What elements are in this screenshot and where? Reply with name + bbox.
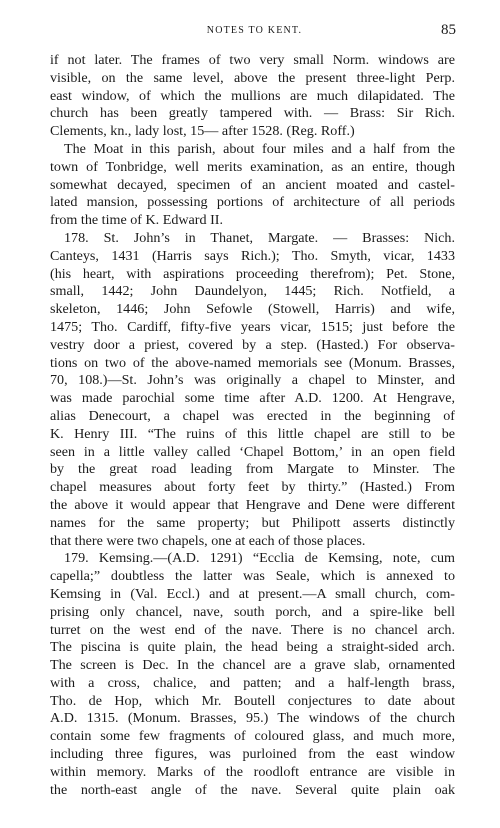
text-line: east window, of which the mullions are much dilapidated. The xyxy=(50,87,455,104)
text-line: within memory. Marks of the roodloft entrance are visible in xyxy=(50,763,455,780)
text-line: 1475; Tho. Cardiff, fifty-five years vicar, 1515; just before the xyxy=(50,318,455,335)
text-line: capella;” doubtless the latter was Seale, which is annexed to xyxy=(50,568,455,585)
text-line: small, 1442; John Daundelyon, 1445; Rich. Notfield, a xyxy=(50,283,455,300)
page-number: 85 xyxy=(441,22,456,38)
text-line: somewhat decayed, specimen of an ancient moated and castel- xyxy=(50,176,455,193)
text-line: The screen is Dec. In the chancel are a grave slab, ornamented xyxy=(50,657,455,674)
text-line: town of Tonbridge, well merits examination, as an entire, though xyxy=(50,158,455,175)
text-line: prising only chancel, nave, south porch, and a spire-like bell xyxy=(50,603,455,620)
body-text xyxy=(50,52,455,799)
text-line: contain some few fragments of coloured glass, and much more, xyxy=(50,728,455,745)
text-line: K. Henry III. “The ruins of this little chapel are still to be xyxy=(50,425,455,442)
text-line: if not later. The frames of two very small Norm. windows are xyxy=(50,52,455,68)
text-line: visible, on the same level, above the present three-light Perp. xyxy=(50,69,455,86)
text-line: vestry door a priest, covered by a step. (Hasted.) For observa- xyxy=(50,336,455,353)
text-line: lated mansion, possessing portions of architecture of all periods xyxy=(50,194,455,211)
text-line: with a cross, chalice, and patten; and a half-length brass, xyxy=(50,674,455,691)
text-line: tions on two of the above-named memorials see (Monum. Brasses, xyxy=(50,354,455,371)
text-line: 179. Kemsing.—(A.D. 1291) “Ecclia de Kemsing, note, cum xyxy=(64,550,455,567)
text-line: 70, 108.)—St. John’s was originally a chapel to Minster, and xyxy=(50,372,455,389)
text-line: the north-east angle of the nave. Several quite plain oak xyxy=(50,781,455,798)
text-line: names for the same property; but Philipott asserts distinctly xyxy=(50,514,455,531)
text-line: the above it would appear that Hengrave and Dene were different xyxy=(50,496,455,513)
running-title: NOTES TO KENT. xyxy=(206,25,303,36)
text-line: (his heart, with aspirations proceeding therefrom); Pet. Stone, xyxy=(50,265,455,282)
running-head xyxy=(53,22,456,40)
text-line: from the time of K. Edward II. xyxy=(50,212,223,229)
text-line: 178. St. John’s in Thanet, Margate. — Brasses: Nich. xyxy=(64,229,455,246)
text-line: was made parochial some time after A.D. 1200. At Hengrave, xyxy=(50,390,455,407)
text-line: chapel measures about forty feet by thirty.” (Hasted.) From xyxy=(50,479,455,496)
text-line: by the great road leading from Margate to Minster. The xyxy=(50,461,455,478)
text-line: church has been greatly tampered with. — Brass: Sir Rich. xyxy=(50,105,455,122)
text-line: skeleton, 1446; John Sefowle (Stowell, Harris) and wife, xyxy=(50,301,455,318)
text-line: Canteys, 1431 (Harris says Rich.); Tho. Smyth, vicar, 1433 xyxy=(50,247,455,264)
text-line: The Moat in this parish, about four miles and a half from the xyxy=(64,140,455,157)
text-line: Tho. de Hop, which Mr. Boutell conjectures to date about xyxy=(50,692,455,709)
text-line: turret on the west end of the nave. There is no chancel arch. xyxy=(50,621,455,638)
text-line: Clements, kn., lady lost, 15— after 1528. (Reg. Roff.) xyxy=(50,123,355,140)
text-line: A.D. 1315. (Monum. Brasses, 95.) The windows of the church xyxy=(50,710,455,727)
text-line: Kemsing in (Val. Eccl.) and at present.—A small church, com- xyxy=(50,585,455,602)
text-line: seen in a little valley called ‘Chapel Bottom,’ in an open field xyxy=(50,443,455,460)
text-line: including three figures, was purloined from the east window xyxy=(50,746,455,763)
text-line: that there were two chapels, one at each of those places. xyxy=(50,532,366,549)
text-line: The piscina is quite plain, the head being a straight-sided arch. xyxy=(50,639,455,656)
text-line: alias Denecourt, a chapel was erected in the beginning of xyxy=(50,407,455,424)
